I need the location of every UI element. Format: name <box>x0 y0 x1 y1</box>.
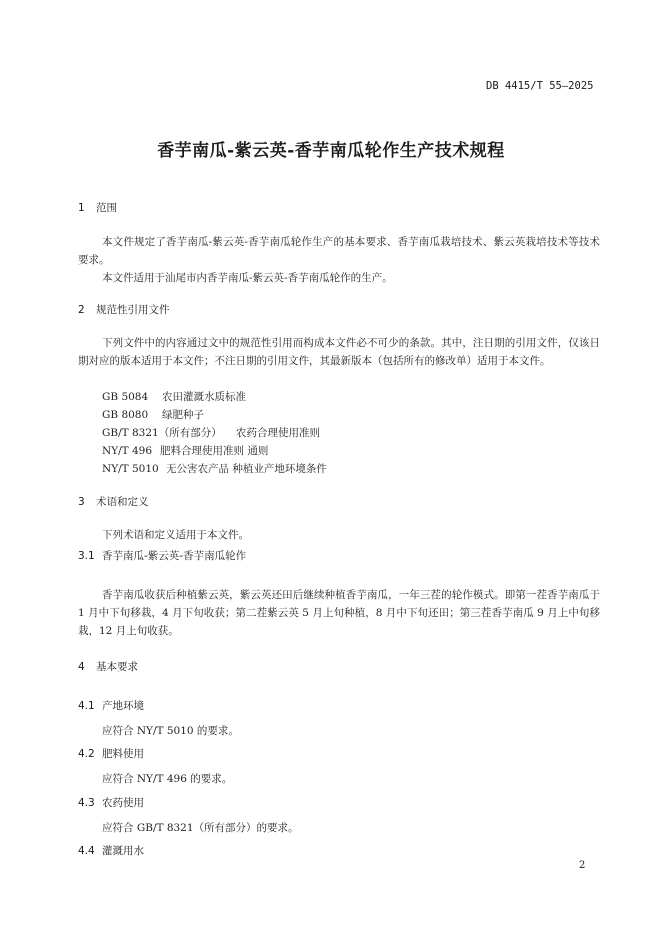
reference-name: 农药合理使用准则 <box>236 427 320 439</box>
reference-code: NY/T 5010 <box>102 463 159 475</box>
section-3-heading <box>78 494 149 509</box>
section-number: 4 <box>78 661 85 673</box>
subsection-title: 农药使用 <box>102 797 144 809</box>
section-1-heading <box>78 200 117 215</box>
reference-item <box>102 424 320 442</box>
subsection-4-4-heading <box>78 843 144 858</box>
requirement-text: 应符合 NY/T 496 的要求。 <box>102 773 233 785</box>
section-number: 2 <box>78 304 85 316</box>
normative-intro-paragraph: 下列文件中的内容通过文中的规范性引用而构成本文件必不可少的条款。其中，注日期的引用文件，仅该日期对应的版本适用于本文件；不注日期的引用文件，其最新版本（包括所有的修改单）适用于本文件。 <box>78 337 600 367</box>
scope-paragraph-2: 本文件适用于汕尾市内香芋南瓜-紫云英-香芋南瓜轮作的生产。 <box>102 272 393 284</box>
subsection-3-1-heading <box>78 548 246 563</box>
section-title: 范围 <box>96 202 117 214</box>
reference-code: NY/T 496 <box>102 445 153 457</box>
subsection-title: 肥料使用 <box>102 748 144 760</box>
document-code: DB 4415/T 55—2025 <box>486 80 594 92</box>
subsection-title: 产地环境 <box>102 700 144 712</box>
reference-name: 无公害农产品 种植业产地环境条件 <box>166 463 327 475</box>
requirement-text: 应符合 GB/T 8321（所有部分）的要求。 <box>102 822 299 834</box>
section-4-heading <box>78 659 138 674</box>
scope-paragraph-1: 本文件规定了香芋南瓜-紫云英-香芋南瓜轮作生产的基本要求、香芋南瓜栽培技术、紫云英栽培技术等技术要求。 <box>78 236 600 266</box>
section-title: 规范性引用文件 <box>96 304 170 316</box>
page-number: 2 <box>579 860 586 871</box>
terms-intro-paragraph: 下列术语和定义适用于本文件。 <box>102 529 249 541</box>
section-2-heading <box>78 302 170 317</box>
subsection-title: 香芋南瓜-紫云英-香芋南瓜轮作 <box>102 550 247 562</box>
section-number: 3 <box>78 496 85 508</box>
reference-name: 农田灌溉水质标准 <box>162 391 246 403</box>
reference-code: GB 5084 <box>102 391 149 403</box>
subsection-number: 3.1 <box>78 550 95 562</box>
reference-item <box>102 460 327 478</box>
section-number: 1 <box>78 202 85 214</box>
reference-code: GB 8080 <box>102 409 149 421</box>
subsection-4-2-heading <box>78 746 144 761</box>
reference-name: 绿肥种子 <box>162 409 204 421</box>
reference-item <box>102 388 246 406</box>
reference-item <box>102 406 204 424</box>
subsection-title: 灌溉用水 <box>102 845 144 857</box>
reference-code: GB/T 8321（所有部分） <box>102 427 222 439</box>
subsection-number: 4.3 <box>78 797 95 809</box>
reference-item <box>102 442 268 460</box>
term-definition-paragraph: 香芋南瓜收获后种植紫云英，紫云英还田后继续种植香芋南瓜，一年三茬的轮作模式。即第一茬香芋南瓜于1 月中下旬移栽，4 月下旬收获；第二茬紫云英 5 月上旬种植，8 月中下旬还田；第三茬香芋南瓜 9 月上中旬移栽，12 月上旬收获。 <box>78 589 600 637</box>
subsection-number: 4.4 <box>78 845 95 857</box>
reference-name: 肥料合理使用准则 通则 <box>160 445 269 457</box>
subsection-number: 4.2 <box>78 748 95 760</box>
document-title: 香芋南瓜-紫云英-香芋南瓜轮作生产技术规程 <box>157 141 505 161</box>
subsection-number: 4.1 <box>78 700 95 712</box>
section-title: 术语和定义 <box>96 496 149 508</box>
section-title: 基本要求 <box>96 661 138 673</box>
subsection-4-3-heading <box>78 795 144 810</box>
subsection-4-1-heading <box>78 698 144 713</box>
requirement-text: 应符合 NY/T 5010 的要求。 <box>102 725 239 737</box>
